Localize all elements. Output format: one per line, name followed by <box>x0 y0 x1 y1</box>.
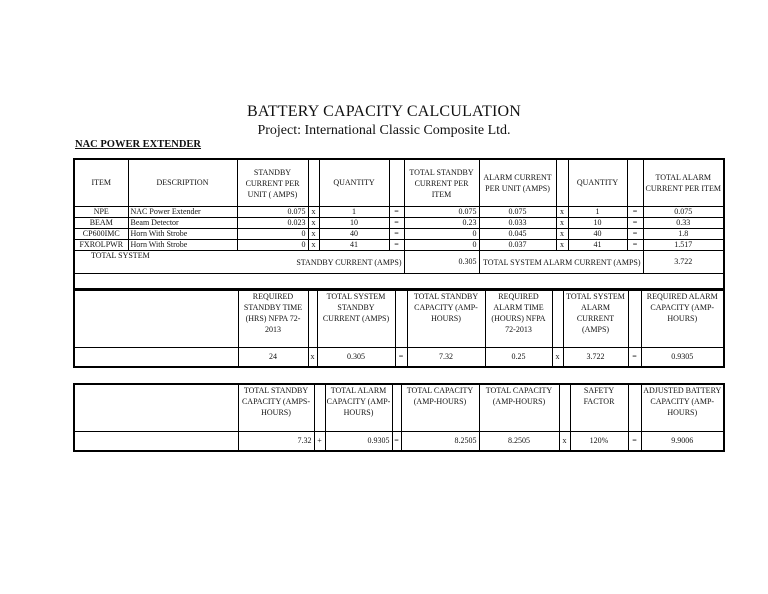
standby-current-cell: 0.075 <box>237 207 308 218</box>
header-total-capacity: TOTAL CAPACITY (AMP-HOURS) <box>401 384 479 432</box>
multiply-sign: x <box>556 207 568 218</box>
spacer-row <box>74 274 724 290</box>
blank-cell <box>74 432 238 452</box>
header-blank <box>389 159 404 207</box>
description-cell: NAC Power Extender <box>128 207 237 218</box>
quantity-cell: 40 <box>568 229 627 240</box>
alarm-current-cell: 0.075 <box>479 207 556 218</box>
safety-factor-value: 120% <box>570 432 628 452</box>
item-cell: CP600IMC <box>74 229 128 240</box>
table-row <box>74 432 724 452</box>
equals-sign: = <box>389 229 404 240</box>
header-standby-current: STANDBY CURRENT PER UNIT ( AMPS) <box>237 159 308 207</box>
alarm-current-cell: 0.033 <box>479 218 556 229</box>
header-alarm-current: ALARM CURRENT PER UNIT (AMPS) <box>479 159 556 207</box>
alarm-current-total: 3.722 <box>643 251 724 274</box>
alarm-capacity-value: 0.9305 <box>325 432 392 452</box>
header-total-alarm: TOTAL ALARM CURRENT PER ITEM <box>643 159 724 207</box>
equals-sign: = <box>392 432 401 452</box>
total-standby-cell: 0 <box>404 240 479 251</box>
multiply-sign: x <box>308 207 319 218</box>
total-system-label: TOTAL SYSTEM <box>74 251 237 274</box>
standby-time-value: 24 <box>238 348 308 368</box>
table-row <box>74 240 724 251</box>
header-blank <box>628 290 641 348</box>
standby-capacity-value: 7.32 <box>238 432 314 452</box>
alarm-capacity-value: 0.9305 <box>641 348 724 368</box>
header-blank <box>74 290 238 348</box>
item-cell: BEAM <box>74 218 128 229</box>
equals-sign: = <box>628 348 641 368</box>
standby-current-cell: 0 <box>237 240 308 251</box>
multiply-sign: x <box>308 348 317 368</box>
capacity-table-header <box>74 290 724 348</box>
quantity-cell: 41 <box>319 240 389 251</box>
quantity-cell: 1 <box>568 207 627 218</box>
multiply-sign: x <box>556 229 568 240</box>
plus-sign: + <box>314 432 325 452</box>
quantity-cell: 10 <box>568 218 627 229</box>
header-total-alarm-capacity: TOTAL ALARM CAPACITY (AMP-HOURS) <box>325 384 392 432</box>
total-capacity-value: 8.2505 <box>401 432 479 452</box>
standby-current-label: STANDBY CURRENT (AMPS) <box>237 251 404 274</box>
header-blank <box>627 159 643 207</box>
standby-current-total: 0.305 <box>404 251 479 274</box>
multiply-sign: x <box>308 240 319 251</box>
equals-sign: = <box>627 218 643 229</box>
total-capacity-value-2: 8.2505 <box>479 432 559 452</box>
adjusted-table-header <box>74 384 724 432</box>
total-alarm-cell: 1.517 <box>643 240 724 251</box>
quantity-cell: 1 <box>319 207 389 218</box>
header-blank <box>74 384 238 432</box>
current-table-header <box>74 159 724 207</box>
total-alarm-cell: 0.075 <box>643 207 724 218</box>
total-standby-cell: 0 <box>404 229 479 240</box>
header-blank <box>308 290 317 348</box>
header-total-standby: TOTAL STANDBY CURRENT PER ITEM <box>404 159 479 207</box>
standby-capacity-value: 7.32 <box>407 348 485 368</box>
table-row <box>74 229 724 240</box>
header-blank <box>392 384 401 432</box>
total-standby-cell: 0.23 <box>404 218 479 229</box>
equals-sign: = <box>389 207 404 218</box>
description-cell: Beam Detector <box>128 218 237 229</box>
alarm-current-value: 3.722 <box>563 348 628 368</box>
equals-sign: = <box>627 207 643 218</box>
header-item: ITEM <box>74 159 128 207</box>
header-total-standby-capacity: TOTAL STANDBY CAPACITY (AMPS-HOURS) <box>238 384 314 432</box>
header-blank <box>556 159 568 207</box>
equals-sign: = <box>627 240 643 251</box>
equals-sign: = <box>627 229 643 240</box>
table-row <box>74 207 724 218</box>
header-safety-factor: SAFETY FACTOR <box>570 384 628 432</box>
header-blank <box>559 384 570 432</box>
total-system-row <box>74 251 724 274</box>
equals-sign: = <box>389 240 404 251</box>
header-blank <box>314 384 325 432</box>
blank-cell <box>74 348 238 368</box>
alarm-current-cell: 0.045 <box>479 229 556 240</box>
spacer-cell <box>74 274 724 290</box>
multiply-sign: x <box>308 229 319 240</box>
header-required-alarm-capacity: REQUIRED ALARM CAPACITY (AMP-HOURS) <box>641 290 724 348</box>
header-adjusted-capacity: ADJUSTED BATTERY CAPACITY (AMP-HOURS) <box>641 384 724 432</box>
total-standby-cell: 0.075 <box>404 207 479 218</box>
alarm-current-cell: 0.037 <box>479 240 556 251</box>
header-quantity-2: QUANTITY <box>568 159 627 207</box>
total-alarm-cell: 1.8 <box>643 229 724 240</box>
section-heading: NAC POWER EXTENDER <box>75 139 202 150</box>
quantity-cell: 41 <box>568 240 627 251</box>
header-required-standby-time: REQUIRED STANDBY TIME (HRS) NFPA 72-2013 <box>238 290 308 348</box>
multiply-sign: x <box>559 432 570 452</box>
equals-sign: = <box>389 218 404 229</box>
item-cell: NPE <box>74 207 128 218</box>
standby-current-value: 0.305 <box>317 348 395 368</box>
header-quantity: QUANTITY <box>319 159 389 207</box>
capacity-table <box>73 289 725 368</box>
total-alarm-cell: 0.33 <box>643 218 724 229</box>
header-system-standby-current: TOTAL SYSTEM STANDBY CURRENT (AMPS) <box>317 290 395 348</box>
header-blank <box>308 159 319 207</box>
equals-sign: = <box>395 348 407 368</box>
adjusted-capacity-table <box>73 383 725 452</box>
system-alarm-current-label: TOTAL SYSTEM ALARM CURRENT (AMPS) <box>479 251 643 274</box>
description-cell: Horn With Strobe <box>128 229 237 240</box>
multiply-sign: x <box>552 348 563 368</box>
header-blank <box>628 384 641 432</box>
header-system-alarm-current: TOTAL SYSTEM ALARM CURRENT (AMPS) <box>563 290 628 348</box>
description-cell: Horn With Strobe <box>128 240 237 251</box>
multiply-sign: x <box>556 240 568 251</box>
item-cell: FXROLPWR <box>74 240 128 251</box>
header-total-capacity-2: TOTAL CAPACITY (AMP-HOURS) <box>479 384 559 432</box>
equals-sign: = <box>628 432 641 452</box>
header-description: DESCRIPTION <box>128 159 237 207</box>
current-table <box>73 158 725 290</box>
multiply-sign: x <box>556 218 568 229</box>
standby-current-cell: 0.023 <box>237 218 308 229</box>
alarm-time-value: 0.25 <box>485 348 552 368</box>
table-row <box>74 348 724 368</box>
quantity-cell: 10 <box>319 218 389 229</box>
header-blank <box>395 290 407 348</box>
header-standby-capacity: TOTAL STANDBY CAPACITY (AMP-HOURS) <box>407 290 485 348</box>
quantity-cell: 40 <box>319 229 389 240</box>
header-required-alarm-time: REQUIRED ALARM TIME (HOURS) NFPA 72-2013 <box>485 290 552 348</box>
page-title: BATTERY CAPACITY CALCULATION <box>246 103 522 120</box>
project-subtitle: Project: International Classic Composite Ltd. <box>257 123 511 138</box>
standby-current-cell: 0 <box>237 229 308 240</box>
multiply-sign: x <box>308 218 319 229</box>
header-blank <box>552 290 563 348</box>
table-row <box>74 218 724 229</box>
adjusted-capacity-value: 9.9006 <box>641 432 724 452</box>
